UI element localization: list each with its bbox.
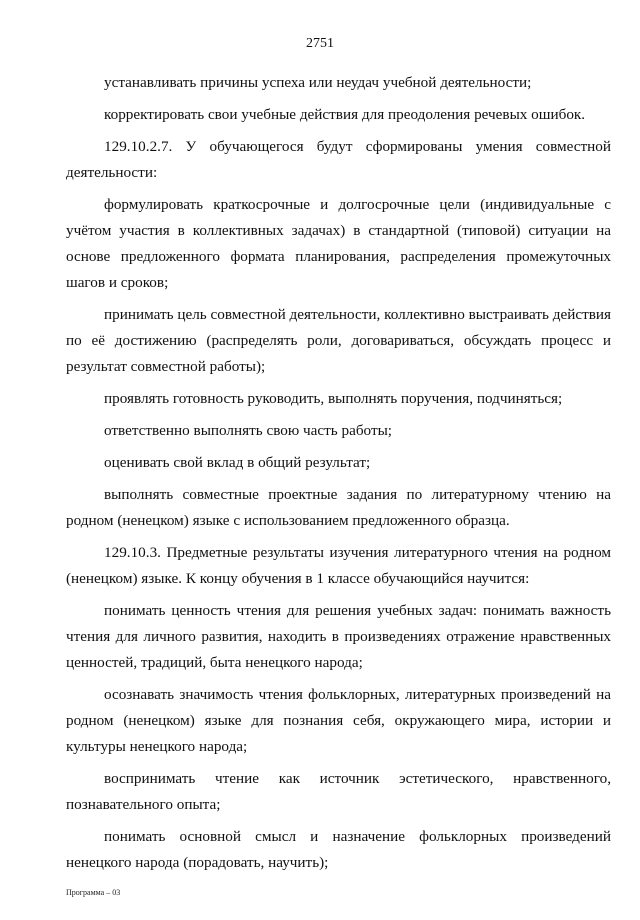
- paragraph: осознавать значимость чтения фольклорных, литературных произведений на родном (ненецком) языке для познания себя, окружающего мира, истории и культуры ненецкого народа;: [66, 686, 611, 755]
- paragraph: 129.10.2.7. У обучающегося будут сформированы умения совместной деятельности:: [66, 138, 611, 181]
- paragraph: ответственно выполнять свою часть работы;: [104, 422, 393, 439]
- paragraph: оценивать свой вклад в общий результат;: [104, 454, 371, 471]
- paragraph: формулировать краткосрочные и долгосрочные цели (индивидуальные с учётом участия в коллективных задачах) в стандартной (типовой) ситуации на основе предложенного формата планирования, распределения промежуточных шагов и сроков;: [66, 196, 611, 291]
- paragraph: выполнять совместные проектные задания по литературному чтению на родном (ненецком) языке с использованием предложенного образца.: [66, 486, 611, 529]
- paragraph: понимать основной смысл и назначение фольклорных произведений ненецкого народа (порадовать, научить);: [66, 828, 611, 871]
- document-body: [66, 70, 611, 882]
- paragraph: понимать ценность чтения для решения учебных задач: понимать важность чтения для личного развития, находить в произведениях отражение нравственных ценностей, традиций, быта ненецкого народа;: [66, 602, 611, 671]
- paragraph: устанавливать причины успеха или неудач учебной деятельности;: [104, 74, 532, 91]
- paragraph: корректировать свои учебные действия для преодоления речевых ошибок.: [104, 106, 586, 123]
- paragraph: проявлять готовность руководить, выполнять поручения, подчиняться;: [104, 390, 563, 407]
- page-number: 2751: [306, 36, 334, 51]
- paragraph: 129.10.3. Предметные результаты изучения литературного чтения на родном (ненецком) языке. К концу обучения в 1 классе обучающийся научится:: [66, 544, 611, 587]
- paragraph: принимать цель совместной деятельности, коллективно выстраивать действия по её достижению (распределять роли, договариваться, обсуждать процесс и результат совместной работы);: [66, 306, 611, 375]
- footer-label: Программа – 03: [66, 888, 121, 897]
- paragraph: воспринимать чтение как источник эстетического, нравственного, познавательного опыта;: [66, 770, 611, 813]
